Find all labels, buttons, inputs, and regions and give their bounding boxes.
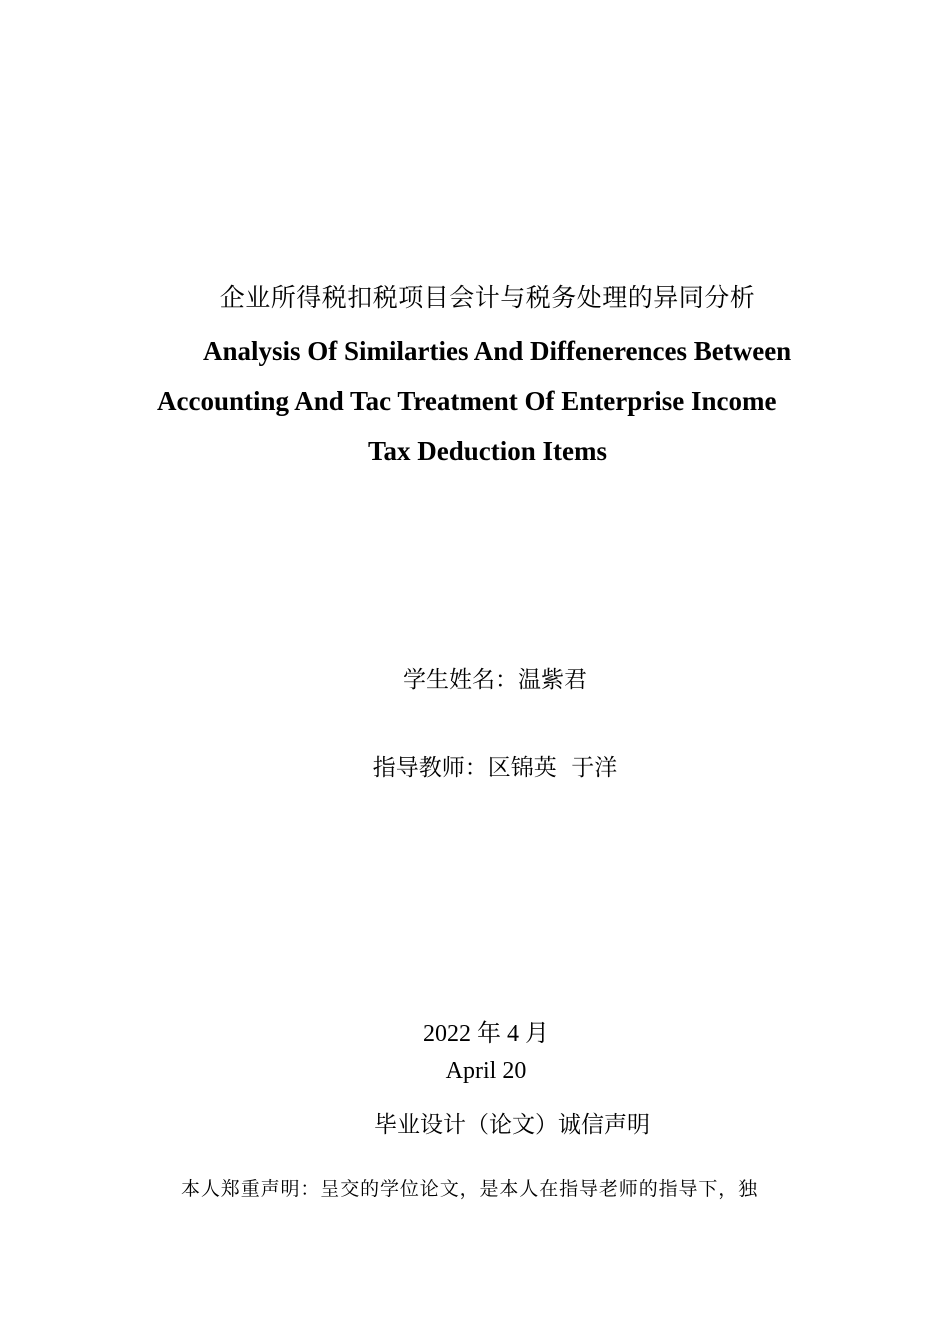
declaration-title: 毕业设计（论文）诚信声明 bbox=[374, 1112, 650, 1138]
advisor-name: 指导教师：区锦英 于洋 bbox=[372, 755, 618, 781]
english-title-line-3: Tax Deduction Items bbox=[367, 436, 608, 466]
chinese-title: 企业所得税扣税项目会计与税务处理的异同分析 bbox=[219, 283, 756, 312]
date-chinese: 2022 年 4 月 bbox=[423, 1021, 549, 1047]
student-name: 学生姓名：温紫君 bbox=[403, 667, 587, 693]
english-title-line-2: Accounting And Tac Treatment Of Enterprise Income bbox=[157, 386, 777, 416]
date-english: April 20 bbox=[445, 1058, 527, 1084]
english-title-line-1: Analysis Of Similarties And Diffenerences Between bbox=[203, 336, 792, 366]
declaration-body: 本人郑重声明：呈交的学位论文，是本人在指导老师的指导下，独 bbox=[181, 1178, 759, 1200]
